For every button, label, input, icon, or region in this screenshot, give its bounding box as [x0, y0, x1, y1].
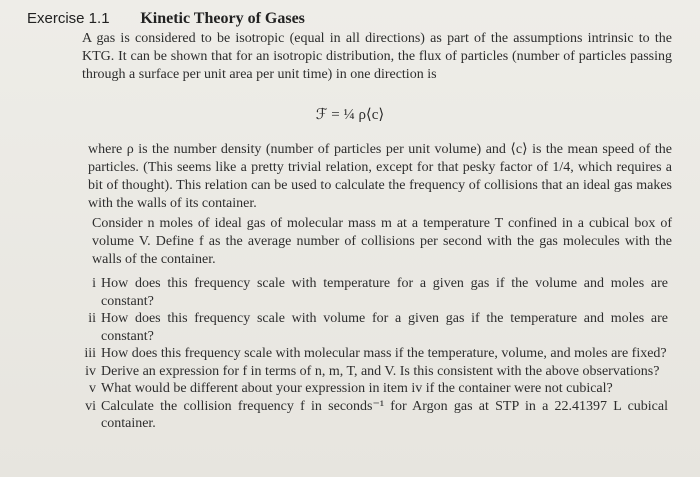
- where-paragraph: where ρ is the number density (number of particles per unit volume) and ⟨c⟩ is the mean speed of the particles. (This seems like a pretty trivial relation, except for that pesky factor of 1/4, which requires a bit of thought). This relation can be used to calculate the frequency of collisions that an ideal gas makes with the walls of its container.: [88, 142, 672, 211]
- question-number: v: [89, 381, 96, 396]
- question-number: vi: [85, 398, 96, 414]
- exercise-header: [27, 9, 305, 28]
- question-text: What would be different about your expression in item iv if the container were not cubical?: [101, 381, 613, 396]
- question-number: iii: [84, 346, 96, 361]
- question-text: Derive an expression for f in terms of n, m, T, and V. Is this consistent with the above observations?: [101, 363, 660, 379]
- exercise-label: Exercise 1.1: [27, 10, 110, 27]
- question-item: [78, 345, 668, 363]
- question-text: Calculate the collision frequency f in seconds⁻¹ for Argon gas at STP in a 22.41397 L cubical container.: [101, 398, 668, 431]
- question-item: [78, 398, 668, 433]
- intro-paragraph: A gas is considered to be isotropic (equal in all directions) as part of the assumptions intrinsic to the KTG. It can be shown that for an isotropic distribution, the flux of particles (number of particles passing through a surface per unit area per unit time) in one direction is: [82, 31, 672, 82]
- question-number: i: [92, 276, 96, 291]
- flux-formula: ℱ = ¼ ρ⟨c⟩: [315, 107, 385, 123]
- question-number: iv: [85, 363, 96, 379]
- question-text: How does this frequency scale with molecular mass if the temperature, volume, and moles are fixed?: [101, 346, 667, 361]
- question-item: [78, 380, 668, 398]
- question-text: How does this frequency scale with temperature for a given gas if the volume and moles are constant?: [101, 276, 668, 309]
- question-item: [78, 310, 668, 345]
- question-text: How does this frequency scale with volume for a given gas if the temperature and moles are constant?: [101, 311, 668, 344]
- question-item: [78, 275, 668, 310]
- question-number: ii: [88, 311, 96, 326]
- question-list: [78, 275, 668, 433]
- exercise-title: Kinetic Theory of Gases: [140, 10, 305, 27]
- question-item: [78, 363, 668, 381]
- consider-paragraph: Consider n moles of ideal gas of molecular mass m at a temperature T confined in a cubical box of volume V. Define f as the average number of collisions per second with the gas molecules with the walls of the container.: [92, 216, 672, 267]
